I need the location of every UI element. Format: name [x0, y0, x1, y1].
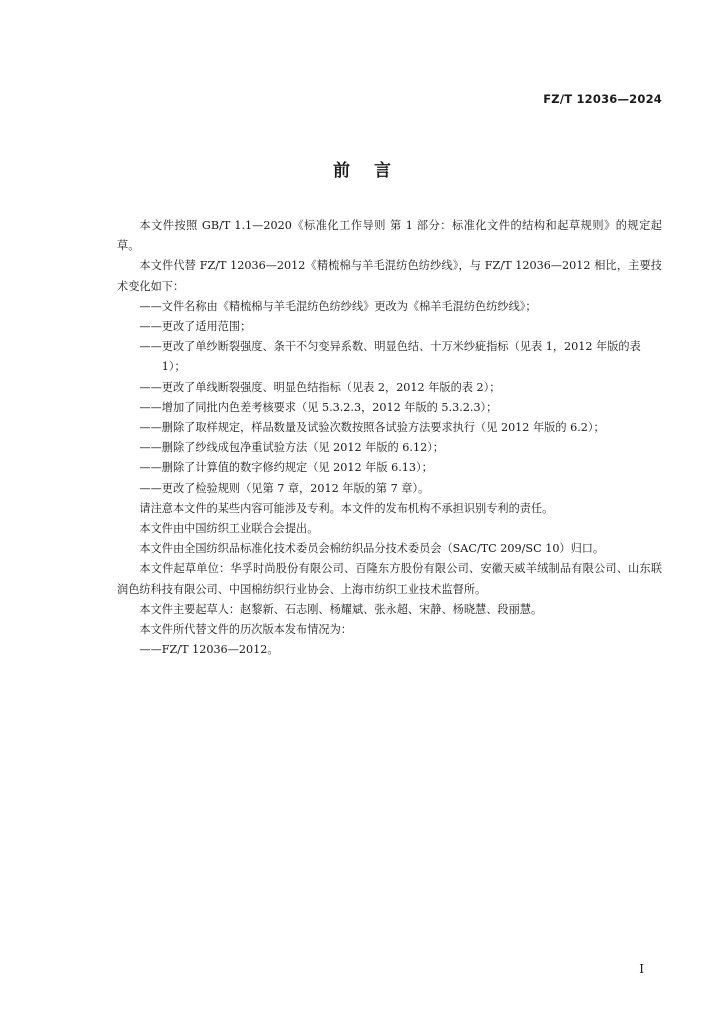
change-item: ——删除了纱线成包净重试验方法（见 2012 年版的 6.12）； [139, 441, 444, 455]
change-item: ——更改了适用范围； [139, 320, 252, 334]
paragraph-drafting-rules: 本文件按照 GB/T 1.1—2020《标准化工作导则 第 1 部分：标准化文件的结构和起草规则》的规定起草。 [117, 219, 662, 253]
paragraph-committee: 本文件由全国纺织品标准化技术委员会棉纺织品分技术委员会（SAC/TC 209/SC 10）归口。 [139, 542, 605, 556]
change-item: ——删除了取样规定，样品数量及试验次数按照各试验方法要求执行（见 2012 年版的 6.2）； [139, 421, 605, 435]
change-item: ——增加了同批内色差考核要求（见 5.3.2.3，2012 年版的 5.3.2.3）； [139, 400, 498, 414]
change-item: ——更改了检验规则（见第 7 章，2012 年版的第 7 章）。 [139, 481, 430, 495]
change-item: ——文件名称由《精梳棉与羊毛混纺色纺纱线》更改为《棉羊毛混纺色纺纱线》； [139, 299, 537, 313]
paragraph-patent-notice: 请注意本文件的某些内容可能涉及专利。本文件的发布机构不承担识别专利的责任。 [139, 501, 554, 515]
foreword-title: 前言 [333, 161, 415, 181]
change-item: ——删除了计算值的数字修约规定（见 2012 年版 6.13）； [139, 461, 433, 475]
change-item: ——更改了单纱断裂强度、条干不匀变异系数、明显色结、十万米纱疵指标（见表 1，2012 年版的表 1）； [139, 340, 641, 374]
paragraph-history-intro: 本文件所代替文件的历次版本发布情况为： [139, 623, 352, 637]
paragraph-drafting-units: 本文件起草单位：华孚时尚股份有限公司、百隆东方股份有限公司、安徽天威羊绒制品有限公司、山东联润色纺科技有限公司、中国棉纺织行业协会、上海市纺织工业技术监督所。 [117, 562, 662, 596]
page-number: I [639, 962, 644, 976]
paragraph-replacement: 本文件代替 FZ/T 12036—2012《精梳棉与羊毛混纺色纺纱线》，与 FZ/T 12036—2012 相比，主要技术变化如下： [117, 259, 662, 293]
foreword-body [117, 216, 662, 660]
paragraph-drafters: 本文件主要起草人：赵黎新、石志刚、杨耀斌、张永超、宋静、杨晓慧、段丽慧。 [139, 602, 543, 616]
change-item: ——更改了单线断裂强度、明显色结指标（见表 2，2012 年版的表 2）； [139, 380, 501, 394]
standard-code: FZ/T 12036—2024 [543, 92, 662, 106]
paragraph-proposer: 本文件由中国纺织工业联合会提出。 [139, 522, 319, 536]
history-item: ——FZ/T 12036—2012。 [139, 643, 279, 657]
